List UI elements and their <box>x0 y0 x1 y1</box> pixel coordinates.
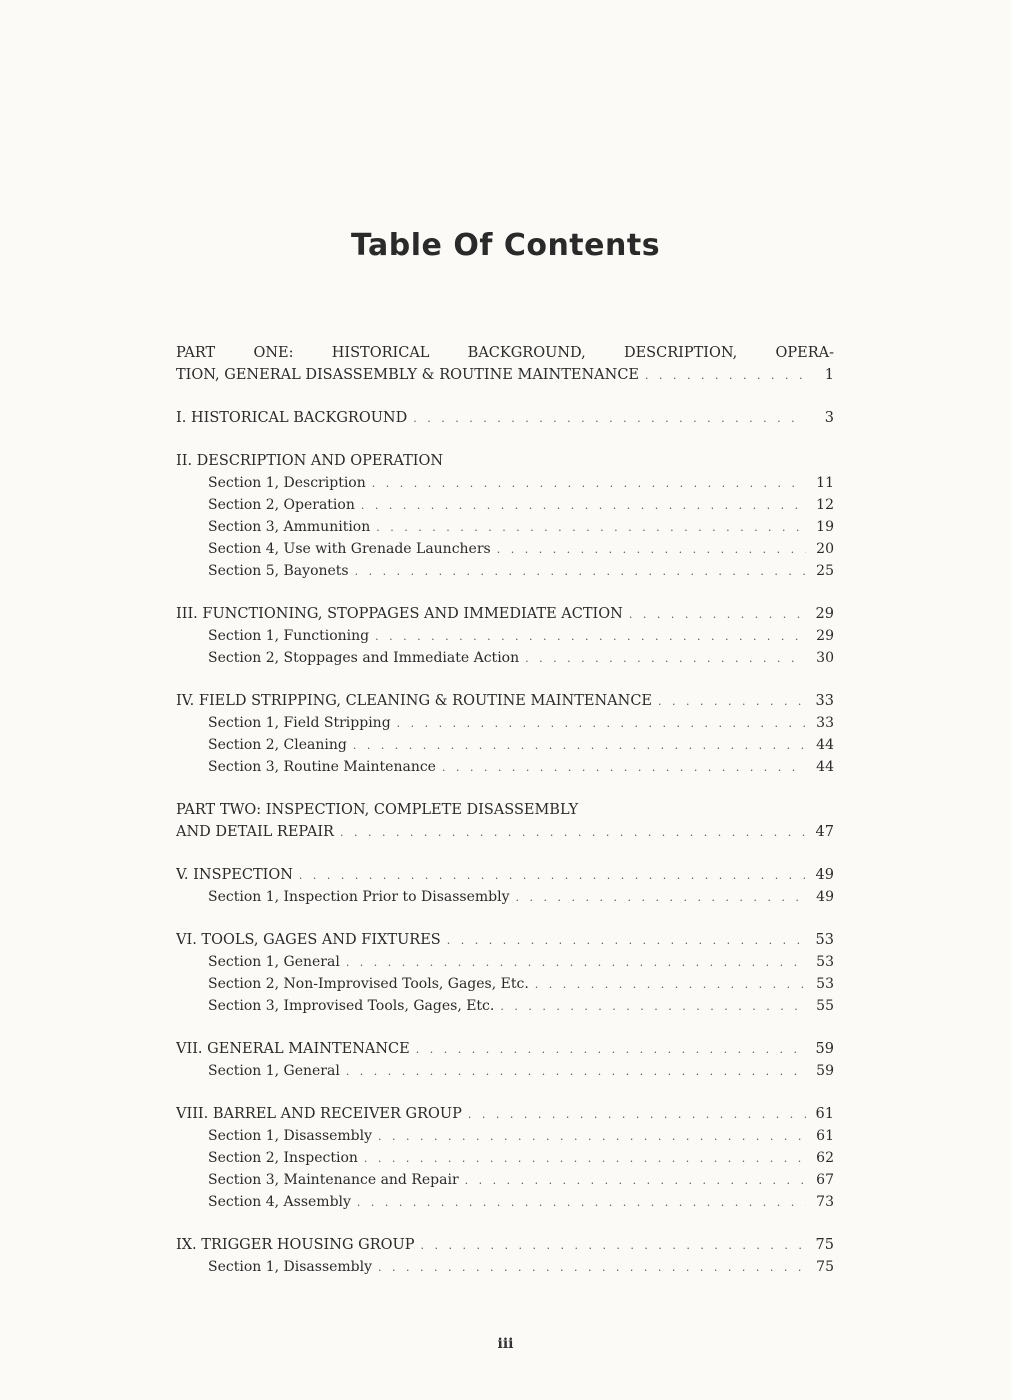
toc-chapter-2 <box>176 450 834 582</box>
toc-chapter-9 <box>176 1234 834 1278</box>
page-number: 3 <box>824 410 834 426</box>
toc-part-two <box>176 799 834 843</box>
section-title: Section 3, Maintenance and Repair <box>208 1172 459 1188</box>
section-title: Section 1, General <box>208 1063 340 1079</box>
page-number: 62 <box>816 1150 834 1166</box>
toc-section[interactable] <box>176 886 834 908</box>
toc-part-one <box>176 342 834 386</box>
dot-leader <box>299 865 806 886</box>
section-title: Section 1, Inspection Prior to Disassembly <box>208 889 510 905</box>
part-two-heading-line1: PART TWO: INSPECTION, COMPLETE DISASSEMBLY <box>176 802 579 818</box>
section-title: Section 1, Disassembly <box>208 1259 373 1275</box>
toc-section[interactable] <box>176 538 834 560</box>
dot-leader <box>442 757 806 778</box>
toc-section[interactable] <box>176 712 834 734</box>
section-title: Section 2, Non-Improvised Tools, Gages, Etc. <box>208 976 529 992</box>
dot-leader <box>413 408 806 429</box>
part-one-heading-line2: TION, GENERAL DISASSEMBLY & ROUTINE MAINTENANCE <box>176 367 640 383</box>
part-two-heading-line2: AND DETAIL REPAIR <box>176 824 334 840</box>
toc-entry[interactable] <box>176 1038 834 1060</box>
page-folio: iii <box>497 1336 514 1352</box>
toc-entry[interactable] <box>176 864 834 886</box>
table-of-contents <box>176 342 834 1299</box>
section-title: Section 2, Stoppages and Immediate Action <box>208 650 520 666</box>
dot-leader <box>468 1104 806 1125</box>
section-title: Section 5, Bayonets <box>208 563 349 579</box>
page-number: 12 <box>816 497 834 513</box>
part-two-heading-line1-row <box>176 799 834 821</box>
page-number: 20 <box>816 541 834 557</box>
page-number: 55 <box>816 998 834 1014</box>
chapter-title: III. FUNCTIONING, STOPPAGES AND IMMEDIATE ACTION <box>176 606 623 622</box>
toc-entry[interactable] <box>176 821 834 843</box>
toc-entry[interactable] <box>176 407 834 429</box>
section-title: Section 2, Operation <box>208 497 355 513</box>
toc-chapter-6 <box>176 929 834 1017</box>
toc-entry[interactable] <box>176 450 834 472</box>
toc-section[interactable] <box>176 756 834 778</box>
page-number: 33 <box>816 715 834 731</box>
dot-leader <box>355 561 806 582</box>
toc-chapter-5 <box>176 864 834 908</box>
toc-section[interactable] <box>176 1147 834 1169</box>
dot-leader <box>340 822 806 843</box>
dot-leader <box>346 952 806 973</box>
page-number: 61 <box>816 1128 834 1144</box>
chapter-title: I. HISTORICAL BACKGROUND <box>176 410 408 426</box>
page-number: 53 <box>816 976 834 992</box>
dot-leader <box>375 626 806 647</box>
dot-leader <box>421 1235 806 1256</box>
dot-leader <box>497 539 806 560</box>
page-number: 33 <box>815 693 834 709</box>
section-title: Section 2, Inspection <box>208 1150 358 1166</box>
chapter-title: VIII. BARREL AND RECEIVER GROUP <box>176 1106 462 1122</box>
page-number: 30 <box>816 650 834 666</box>
dot-leader <box>357 1192 806 1213</box>
toc-section[interactable] <box>176 1060 834 1082</box>
toc-section[interactable] <box>176 1169 834 1191</box>
toc-section[interactable] <box>176 973 834 995</box>
page-number: 44 <box>816 737 834 753</box>
toc-entry[interactable] <box>176 929 834 951</box>
section-title: Section 3, Ammunition <box>208 519 371 535</box>
dot-leader <box>535 974 806 995</box>
toc-entry[interactable] <box>176 690 834 712</box>
dot-leader <box>361 495 806 516</box>
toc-entry[interactable] <box>176 1234 834 1256</box>
page-number: 75 <box>816 1259 834 1275</box>
page-number: 59 <box>816 1063 834 1079</box>
toc-section[interactable] <box>176 1125 834 1147</box>
chapter-title: V. INSPECTION <box>176 867 293 883</box>
dot-leader <box>397 713 806 734</box>
dot-leader <box>378 1257 806 1278</box>
dot-leader <box>525 648 806 669</box>
section-title: Section 1, Disassembly <box>208 1128 373 1144</box>
toc-section[interactable] <box>176 647 834 669</box>
dot-leader <box>353 735 806 756</box>
section-title: Section 3, Improvised Tools, Gages, Etc. <box>208 998 495 1014</box>
toc-section[interactable] <box>176 734 834 756</box>
section-title: Section 3, Routine Maintenance <box>208 759 436 775</box>
page-number: 61 <box>815 1106 834 1122</box>
dot-leader <box>376 517 806 538</box>
section-title: Section 1, Description <box>208 475 366 491</box>
page-number: 19 <box>816 519 834 535</box>
dot-leader <box>372 473 806 494</box>
chapter-title: IV. FIELD STRIPPING, CLEANING & ROUTINE MAINTENANCE <box>176 693 652 709</box>
chapter-title: VII. GENERAL MAINTENANCE <box>176 1041 410 1057</box>
dot-leader <box>364 1148 806 1169</box>
page-number: 29 <box>815 606 834 622</box>
page-number: 11 <box>816 475 834 491</box>
page-title: Table Of Contents <box>350 228 661 263</box>
page-number: 44 <box>816 759 834 775</box>
page-number: 75 <box>815 1237 834 1253</box>
toc-section[interactable] <box>176 951 834 973</box>
toc-chapter-7 <box>176 1038 834 1082</box>
page-number: 73 <box>816 1194 834 1210</box>
section-title: Section 1, Field Stripping <box>208 715 391 731</box>
dot-leader <box>346 1061 806 1082</box>
dot-leader <box>416 1039 806 1060</box>
chapter-title: IX. TRIGGER HOUSING GROUP <box>176 1237 415 1253</box>
toc-section[interactable] <box>176 560 834 582</box>
page-number: 49 <box>815 867 834 883</box>
toc-entry[interactable] <box>176 364 834 386</box>
page-number: 1 <box>824 367 834 383</box>
section-title: Section 2, Cleaning <box>208 737 347 753</box>
toc-chapter-1 <box>176 407 834 429</box>
dot-leader <box>645 365 806 386</box>
page-number: 47 <box>815 824 834 840</box>
toc-chapter-3 <box>176 603 834 669</box>
chapter-title: II. DESCRIPTION AND OPERATION <box>176 453 444 469</box>
chapter-title: VI. TOOLS, GAGES AND FIXTURES <box>176 932 441 948</box>
dot-leader <box>500 996 806 1017</box>
toc-chapter-8 <box>176 1103 834 1213</box>
section-title: Section 1, General <box>208 954 340 970</box>
page-number: 67 <box>816 1172 834 1188</box>
dot-leader <box>465 1170 806 1191</box>
page-number: 49 <box>816 889 834 905</box>
page-number: 53 <box>816 954 834 970</box>
section-title: Section 4, Assembly <box>208 1194 351 1210</box>
toc-section[interactable] <box>176 494 834 516</box>
toc-section[interactable] <box>176 516 834 538</box>
page-number: 29 <box>816 628 834 644</box>
dot-leader <box>378 1126 806 1147</box>
page-number: 25 <box>816 563 834 579</box>
toc-section[interactable] <box>176 625 834 647</box>
toc-section[interactable] <box>176 1191 834 1213</box>
page-number: 53 <box>815 932 834 948</box>
dot-leader <box>447 930 806 951</box>
section-title: Section 1, Functioning <box>208 628 370 644</box>
dot-leader <box>629 604 806 625</box>
toc-section[interactable] <box>176 1256 834 1278</box>
toc-section[interactable] <box>176 995 834 1017</box>
part-one-heading-line1: PART ONE: HISTORICAL BACKGROUND, DESCRIPTION, OPERA- <box>176 345 834 361</box>
toc-chapter-4 <box>176 690 834 778</box>
toc-entry[interactable] <box>176 603 834 625</box>
toc-section[interactable] <box>176 472 834 494</box>
dot-leader <box>658 691 806 712</box>
toc-entry[interactable] <box>176 1103 834 1125</box>
page-number: 59 <box>815 1041 834 1057</box>
section-title: Section 4, Use with Grenade Launchers <box>208 541 491 557</box>
dot-leader <box>516 887 806 908</box>
